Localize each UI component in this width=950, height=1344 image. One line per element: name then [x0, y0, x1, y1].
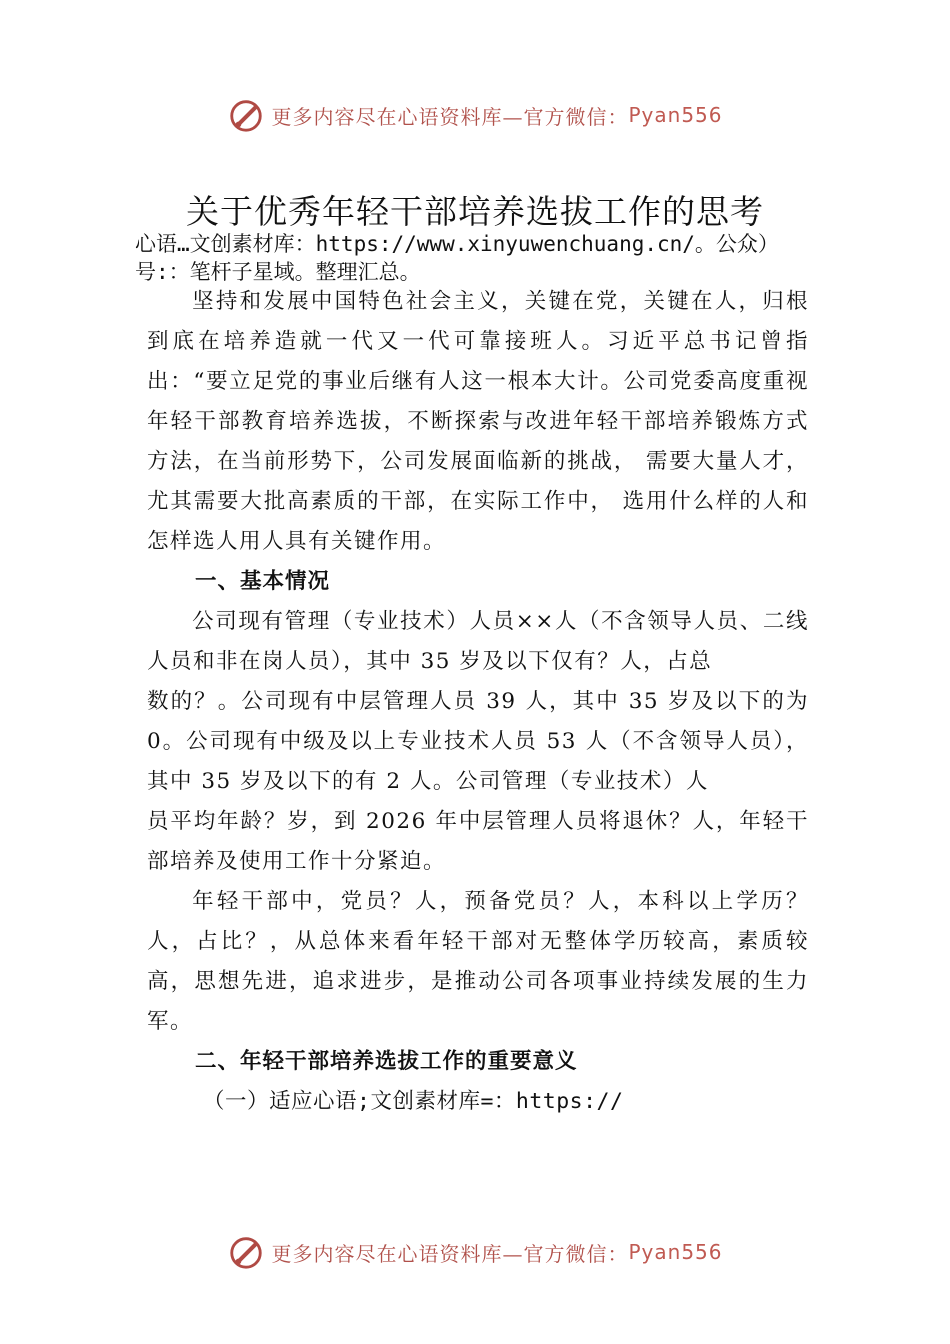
- header-banner: [0, 95, 950, 135]
- paragraph-young-cadres: 年轻干部中，党员？人，预备党员？人，本科以上学历？人，占比？，从总体来看年轻干部对无整体学历较高，素质较高，思想先进，追求进步，是推动公司各项事业持续发展的生力军。: [147, 889, 809, 1034]
- banner-text: 更多内容尽在心语资料库—官方微信：: [271, 1241, 629, 1266]
- paragraph-basic-1: 公司现有管理（专业技术）人员××人（不含领导人员、二线人员和非在岗人员），其中 35 岁及以下仅有？人，占总: [147, 609, 809, 674]
- wechat-id: Pyan556: [628, 1240, 723, 1264]
- section-heading-1: 一、基本情况: [195, 569, 331, 594]
- wechat-id: Pyan556: [628, 103, 723, 127]
- document-body: [147, 282, 809, 1122]
- footer-banner: [0, 1232, 950, 1272]
- document-title: 关于优秀年轻干部培养选拔工作的思考: [186, 192, 764, 231]
- paragraph-basic-2: 数的？。公司现有中层管理人员 39 人，其中 35 岁及以下的为 0。公司现有中级及以上专业技术人员 53 人（不含领导人员），其中 35 岁及以下的有 2 人。公司管理（专业技术）人: [147, 689, 809, 794]
- section-heading-2: 二、年轻干部培养选拔工作的重要意义: [195, 1049, 578, 1074]
- subsection-1: （一）适应心语;文创素材库=：https://: [203, 1089, 624, 1114]
- intro-paragraph: 坚持和发展中国特色社会主义，关键在党，关键在人，归根到底在培养造就一代又一代可靠接班人。习近平总书记曾指出：“要立足党的事业后继有人这一根本大计。公司党委高度重视年轻干部教育培养选拔，不断探索与改进年轻干部培养锻炼方式方法，在当前形势下，公司发展面临新的挑战， 需要大量人才，尤其需要大批高素质的干部，在实际工作中， 选用什么样的人和怎样选人用人具有关键作用。: [147, 289, 809, 554]
- banner-text: 更多内容尽在心语资料库—官方微信：: [271, 104, 629, 129]
- brush-circle-logo-icon: [227, 96, 265, 134]
- brush-circle-logo-icon: [227, 1233, 265, 1271]
- paragraph-basic-3: 员平均年龄？岁，到 2026 年中层管理人员将退休？人，年轻干部培养及使用工作十分紧迫。: [147, 809, 809, 874]
- source-line: 心语…文创素材库：https://www.xinyuwenchuang.cn/。公众）号:：笔杆子星域。整理汇总。: [135, 232, 779, 284]
